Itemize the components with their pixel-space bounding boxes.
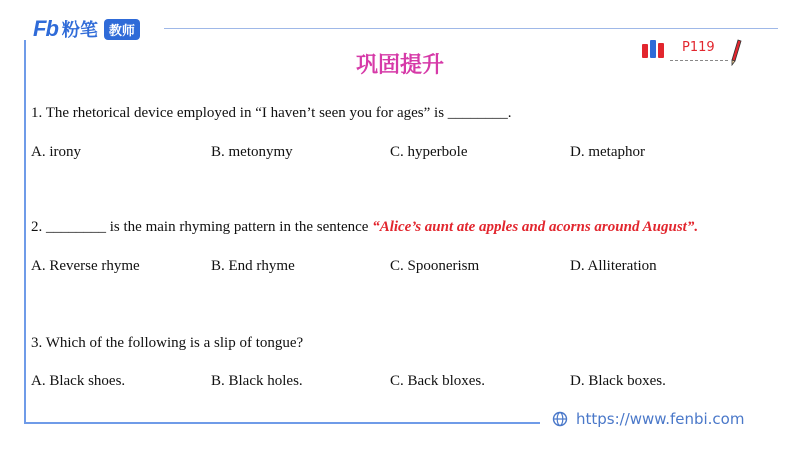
question-2-quote: “Alice’s aunt ate apples and acorns around August”. <box>372 219 699 235</box>
logo-badge: 教师 <box>104 19 140 40</box>
question-2-stem <box>31 219 698 236</box>
globe-icon <box>552 411 568 427</box>
left-border <box>24 40 26 423</box>
page-tag <box>642 38 742 68</box>
question-3-options <box>31 373 751 393</box>
q3-option-b: B. Black holes. <box>211 373 303 389</box>
logo-text: 粉笔 <box>61 20 98 41</box>
q2-option-d: D. Alliteration <box>570 258 657 274</box>
q1-option-d: D. metaphor <box>570 144 645 160</box>
books-icon <box>642 40 664 58</box>
q1-option-a: A. irony <box>31 144 81 160</box>
q1-option-c: C. hyperbole <box>390 144 468 160</box>
page-underline <box>670 60 728 61</box>
q3-option-a: A. Black shoes. <box>31 373 126 389</box>
header-divider <box>164 28 778 29</box>
page-title: 巩固提升 <box>355 53 444 78</box>
logo-mark: Fb <box>33 16 58 41</box>
pencil-icon <box>728 38 742 66</box>
question-1-stem: 1. The rhetorical device employed in “I haven’t seen you for ages” is ________. <box>31 105 512 121</box>
q2-option-a: A. Reverse rhyme <box>31 258 140 274</box>
q3-option-c: C. Back bloxes. <box>390 373 485 389</box>
footer-link[interactable] <box>552 410 744 428</box>
bottom-border <box>24 422 540 424</box>
question-2-options <box>31 258 751 278</box>
q3-option-d: D. Black boxes. <box>570 373 666 389</box>
fenbi-logo <box>33 16 140 42</box>
footer-url-text[interactable]: https://www.fenbi.com <box>576 410 745 428</box>
question-3-stem: 3. Which of the following is a slip of tongue? <box>31 335 304 351</box>
question-1-options <box>31 144 751 164</box>
q2-option-c: C. Spoonerism <box>390 258 480 274</box>
question-2-stem-text: 2. ________ is the main rhyming pattern in the sentence <box>31 219 373 235</box>
q2-option-b: B. End rhyme <box>211 258 295 274</box>
q1-option-b: B. metonymy <box>211 144 293 160</box>
page-number: P119 <box>682 40 715 55</box>
